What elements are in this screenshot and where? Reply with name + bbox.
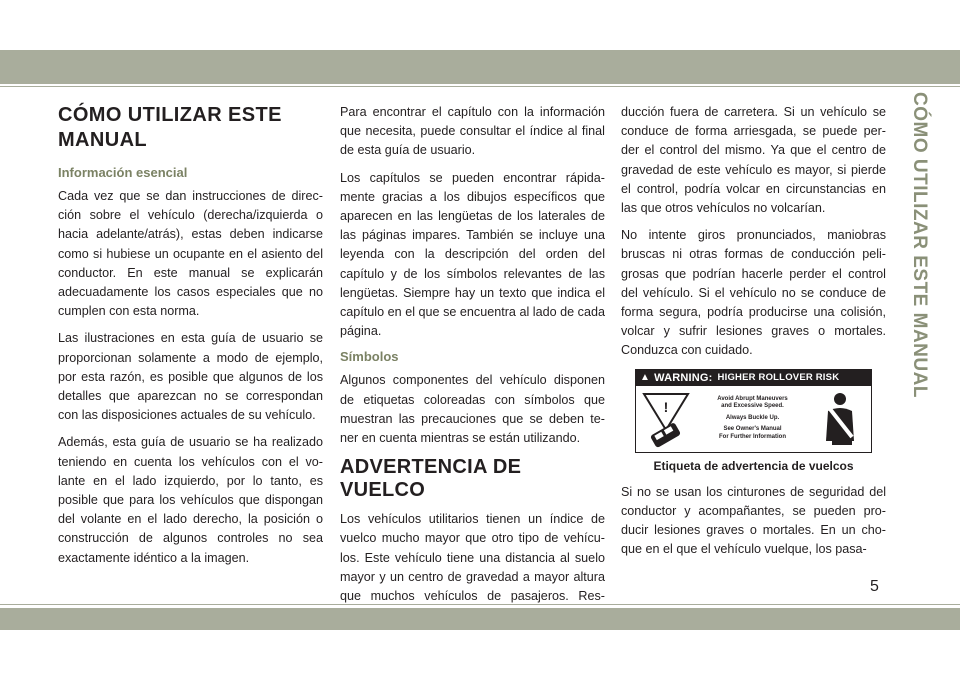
warning-line: For Further Information xyxy=(719,433,786,440)
rollover-warning-figure xyxy=(635,369,872,473)
chapter-side-tab-label: CÓMO UTILIZAR ESTE MANUAL xyxy=(909,92,930,398)
page-title-line-2: MANUAL xyxy=(58,129,148,151)
warning-header xyxy=(636,370,871,386)
warning-triangle-icon: ▲ xyxy=(640,372,651,384)
figure-caption: Etiqueta de advertencia de vuelcos xyxy=(653,458,854,473)
warning-instructions xyxy=(696,386,809,452)
warning-line: and Excessive Speed. xyxy=(721,403,784,410)
paragraph: Para encontrar el capítulo con la información que necesita, puede consultar el índice al final de esta guía de usuario. xyxy=(340,105,605,158)
paragraph: Cada vez que se dan instrucciones de direc-ción sobre el vehículo (derecha/izquierda o hacia adelante/atrás), estas deben indicarse como si hubiese un ocupante en el asiento del conductor. En este manual se explicarán adecuadamente los casos especiales que no cumplen con esta norma. xyxy=(58,189,323,319)
paragraph: No intente giros pronunciados, maniobras bruscas ni otras formas de conducción peli-grosas que podrían hacerle perder el control del vehículo. Si el vehículo no se conduce de forma segura, podría producirse una colisión, volcar y sufrir lesiones graves o mortales. Conduzca con cuidado. xyxy=(621,228,886,358)
paragraph: Si no se usan los cinturones de seguridad del conductor y acompañantes, se pueden pro-ducir lesiones graves o mortales. En un cho-que en el que el vehículo vuelque, los pasa- xyxy=(621,484,886,557)
chapter-side-tab[interactable] xyxy=(908,92,930,398)
column-3 xyxy=(621,103,886,567)
paragraph: ducción fuera de carretera. Si un vehículo se conduce de forma arriesgada, se puede per-der el control del mismo. Ya que el centro de gravedad de este vehículo es mayor, si pierde el control, podría volcar en circunstancias en las que otros vehículos no volcarían. xyxy=(621,105,886,216)
subtitle-symbols: Símbolos xyxy=(340,349,399,365)
warning-line: Avoid Abrupt Maneuvers xyxy=(717,395,788,402)
paragraph: Las ilustraciones en esta guía de usuario se proporcionan solamente a modo de ejemplo, por esta razón, es posible que algunos de los detalles que aparezcan no se correspondan con las disposiciones actuales de su vehículo. xyxy=(58,331,323,423)
header-band xyxy=(0,50,960,84)
seatbelt-icon xyxy=(809,386,871,452)
warning-line: Always Buckle Up. xyxy=(725,414,780,421)
paragraph: Los capítulos se pueden encontrar rápida-mente gracias a los dibujos específicos que aparecen en las lengüetas de los laterales de las páginas impares. También se incluye una leyenda con la descripción del orden del capítulo y de los símbolos relevantes de las lengüetas. Siempre hay un texto que indica el capítulo en el que se encuentra al lado de cada página. xyxy=(340,170,605,339)
page-title-line-1: CÓMO UTILIZAR ESTE xyxy=(58,104,282,126)
column-2 xyxy=(340,103,605,633)
warning-word: WARNING: xyxy=(654,371,713,384)
svg-text:!: ! xyxy=(663,398,669,415)
paragraph: Algunos componentes del vehículo disponen de etiquetas coloreadas con símbolos que muestran las precauciones que se deben te-ner en cuenta mientras se están utilizando. xyxy=(340,373,605,446)
footer-rule xyxy=(0,604,960,605)
paragraph: Los vehículos utilitarios tienen un índice de vuelco mucho mayor que otro tipo de vehícu-los. Este vehículo tiene una distancia al suelo mayor y un centro de gravedad a mayor altura que muchos vehículos de pasajeros. Res- xyxy=(340,512,605,604)
page-number: 5 xyxy=(870,578,879,595)
column-1 xyxy=(58,103,323,576)
rollover-vehicle-icon xyxy=(636,386,696,452)
paragraph: Además, esta guía de usuario se ha realizado teniendo en cuenta los vehículos con el vo-lante en el lado izquierdo, por lo tanto, es posible que para los vehículos que dispongan del volante en el lado derecho, la posición o construcción de algunos controles no sea exactamente idéntico a la imagen. xyxy=(58,435,323,565)
page-title xyxy=(58,103,323,153)
header-rule xyxy=(0,86,960,87)
warning-risk: HIGHER ROLLOVER RISK xyxy=(717,372,840,384)
section-heading-rollover: ADVERTENCIA DE VUELCO xyxy=(340,456,522,502)
rollover-warning-label xyxy=(635,369,872,453)
warning-line: See Owner's Manual xyxy=(723,426,782,433)
footer-band xyxy=(0,608,960,630)
subtitle-essential-info: Información esencial xyxy=(58,165,188,180)
